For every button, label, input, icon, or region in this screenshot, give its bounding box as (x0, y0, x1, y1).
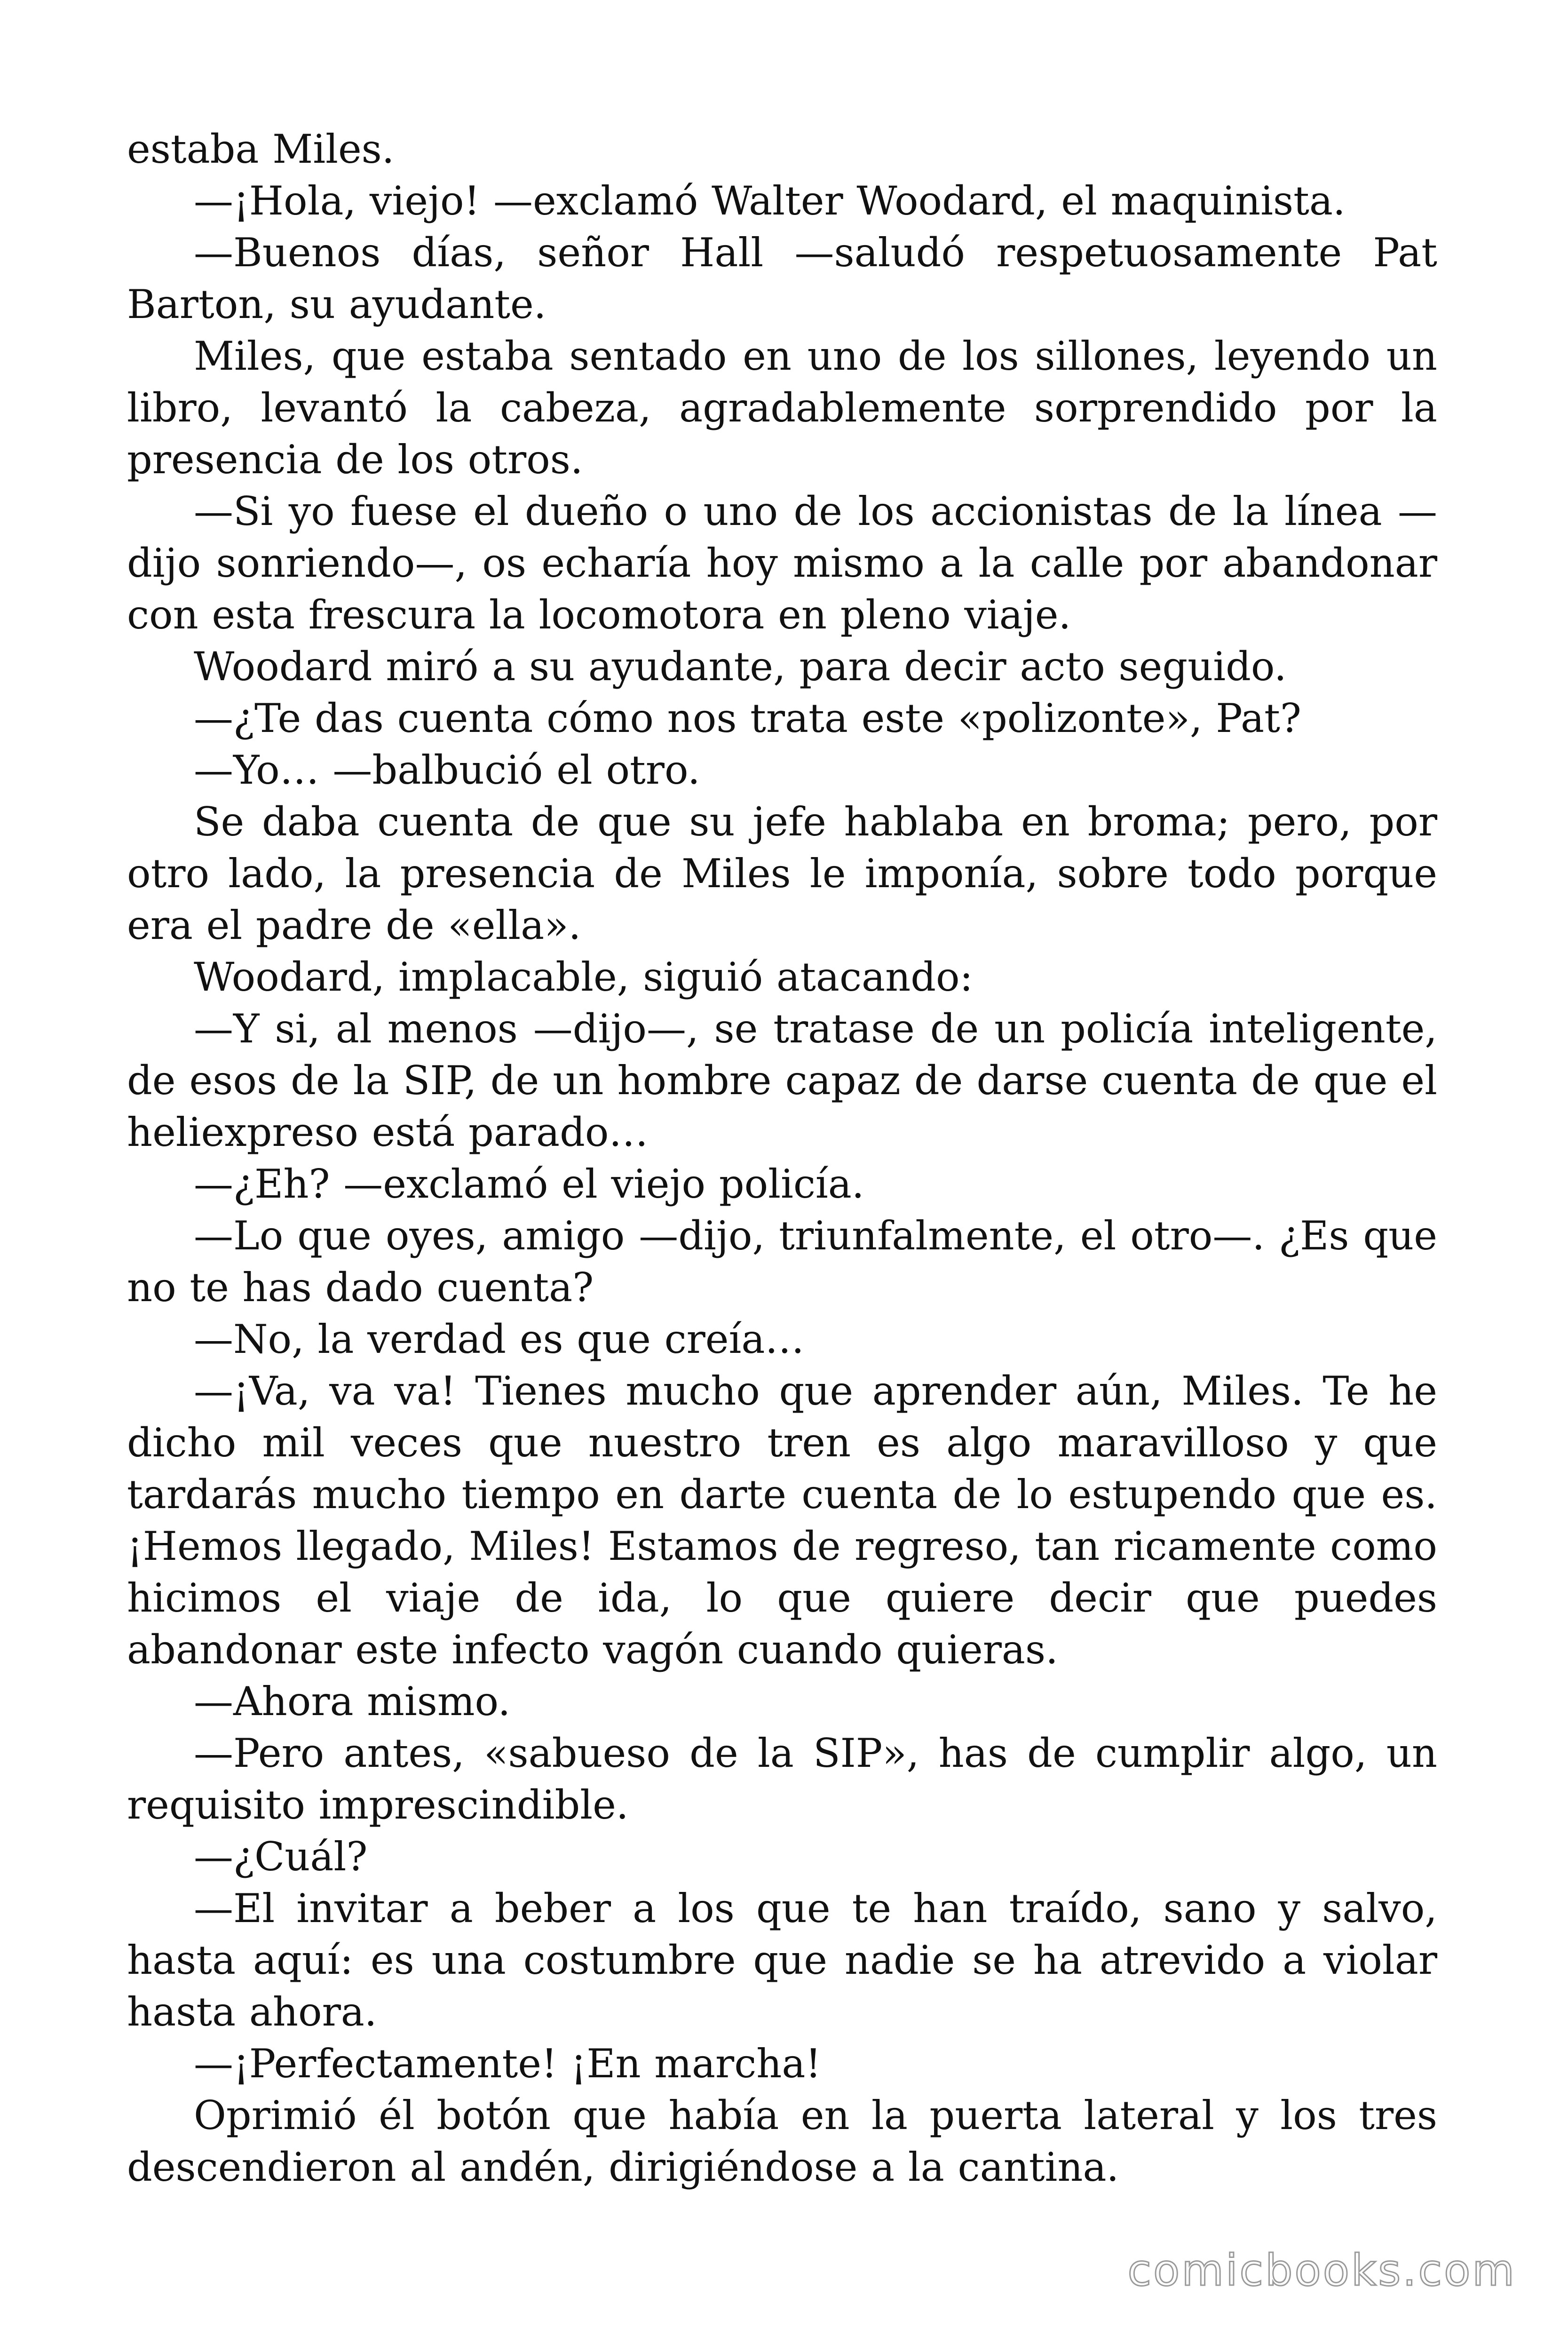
paragraph-18: —¿Cuál? (194, 1834, 368, 1880)
page-text (127, 123, 1437, 2193)
paragraph-11: —Y si, al menos —dijo—, se tratase de un policía inteligente, de esos de la SIP, de un hombre capaz de darse cuenta de que el heliexpreso está parado… (127, 1006, 1437, 1155)
paragraph-19: —El invitar a beber a los que te han traído, sano y salvo, hasta aquí: es una costumbre que nadie se ha atrevido a violar hasta ahora. (127, 1885, 1437, 2035)
paragraph-1: estaba Miles. (127, 126, 395, 172)
paragraph-13: —Lo que oyes, amigo —dijo, triunfalmente, el otro—. ¿Es que no te has dado cuenta? (127, 1213, 1437, 1311)
paragraph-16: —Ahora mismo. (194, 1678, 511, 1724)
paragraph-2: —¡Hola, viejo! —exclamó Walter Woodard, el maquinista. (194, 178, 1346, 224)
paragraph-17: —Pero antes, «sabueso de la SIP», has de cumplir algo, un requisito imprescindible. (127, 1730, 1437, 1828)
paragraph-5: —Si yo fuese el dueño o uno de los accionistas de la línea —dijo sonriendo—, os echaría hoy mismo a la calle por abandonar con esta frescura la locomotora en pleno viaje. (127, 488, 1437, 638)
paragraph-7: —¿Te das cuenta cómo nos trata este «polizonte», Pat? (194, 695, 1301, 741)
paragraph-4: Miles, que estaba sentado en uno de los sillones, leyendo un libro, levantó la cabeza, agradablemente sorprendido por la presencia de los otros. (127, 333, 1437, 483)
paragraph-3: —Buenos días, señor Hall —saludó respetuosamente Pat Barton, su ayudante. (127, 230, 1437, 327)
paragraph-6: Woodard miró a su ayudante, para decir acto seguido. (194, 644, 1287, 690)
watermark-logo: comicbooks.com (1127, 2245, 1516, 2296)
paragraph-15: —¡Va, va va! Tienes mucho que aprender aún, Miles. Te he dicho mil veces que nuestro tren es algo maravilloso y que tardarás mucho tiempo en darte cuenta de lo estupendo que es. ¡Hemos llegado, Miles! Estamos de regreso, tan ricamente como hicimos el viaje de ida, lo que quiere decir que puedes abandonar este infecto vagón cuando quieras. (127, 1368, 1437, 1673)
paragraph-10: Woodard, implacable, siguió atacando: (194, 954, 973, 1000)
paragraph-8: —Yo… —balbució el otro. (194, 747, 700, 793)
paragraph-9: Se daba cuenta de que su jefe hablaba en broma; pero, por otro lado, la presencia de Miles le imponía, sobre todo porque era el padre de «ella». (127, 799, 1437, 948)
paragraph-21: Oprimió él botón que había en la puerta lateral y los tres descendieron al andén, dirigiéndose a la cantina. (127, 2092, 1437, 2190)
paragraph-20: —¡Perfectamente! ¡En marcha! (194, 2041, 822, 2087)
paragraph-14: —No, la verdad es que creía… (194, 1316, 805, 1362)
paragraph-12: —¿Eh? —exclamó el viejo policía. (194, 1161, 864, 1207)
